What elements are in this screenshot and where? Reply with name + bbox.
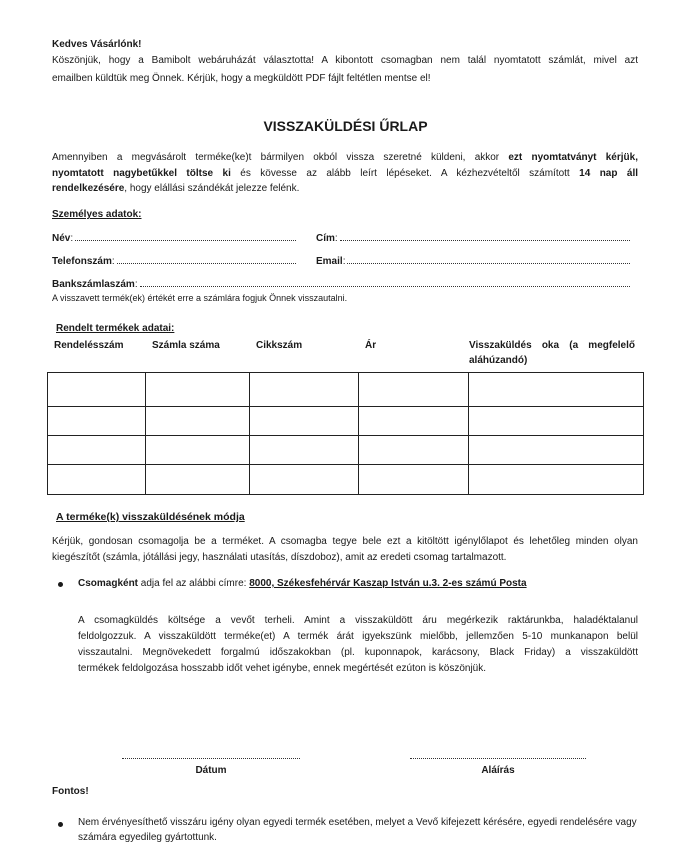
p1-bold-3: 14 nap áll <box>579 168 639 179</box>
info-line-1: A csomagküldés költsége a vevőt terheli. Amint a visszaküldött áru megérkezik raktárunkba, haladéktalanul <box>78 615 638 626</box>
p1-text-2: és kövesse az alább leírt lépéseket. A kézhezvételtől számított <box>240 168 570 179</box>
info-line-2: feldolgozzuk. A visszaküldött terméke(et) A termék árát igyekszünk mielőbb, jellemzően 5-10 munkanapon belül <box>78 631 638 642</box>
name-dotted-line <box>75 231 296 241</box>
table-cell[interactable] <box>48 373 146 407</box>
return-method-heading: A terméke(k) visszaküldésének módja <box>56 511 245 523</box>
signature-line[interactable] <box>410 757 586 759</box>
bullet-icon <box>58 822 63 827</box>
packing-line-2: kiegészítőt (számla, jótállási jegy, használati utasítás, díszdoboz), amit az eredeti csomag tartalmazott. <box>52 552 507 563</box>
date-line[interactable] <box>122 757 300 759</box>
p1-bold-4: rendelkezésére <box>52 183 125 194</box>
bank-account-dotted-line <box>140 277 630 287</box>
products-table <box>47 372 644 495</box>
intro-paragraph-line-3 <box>52 182 299 197</box>
table-cell[interactable] <box>249 436 359 465</box>
products-heading: Rendelt termékek adatai: <box>56 323 175 334</box>
email-dotted-line <box>347 254 630 264</box>
table-cell[interactable] <box>48 465 146 495</box>
p1-text-3: , hogy elállási szándékát jelezze felénk. <box>124 183 300 194</box>
email-label: Email <box>316 256 343 267</box>
intro-line-2: emailben küldtük meg Önnek. Kérjük, hogy a megküldött PDF fájlt feltétlen mentse el! <box>52 73 431 84</box>
col-invoice-number: Számla száma <box>152 340 220 351</box>
phone-field[interactable]: Telefonszám : <box>52 254 296 270</box>
table-row <box>48 465 644 495</box>
info-line-3: visszautalni. Megnövekedett forgalmú időszakokban (pl. kuponnapok, karácsony, Black Friday) a visszaküldött <box>78 647 638 658</box>
table-cell[interactable] <box>469 465 644 495</box>
table-cell[interactable] <box>145 436 249 465</box>
table-cell[interactable] <box>469 407 644 436</box>
signature-label: Aláírás <box>481 765 515 776</box>
table-cell[interactable] <box>249 465 359 495</box>
phone-dotted-line <box>117 254 296 264</box>
notice-heading: Fontos! <box>52 786 89 797</box>
notice-line-2: számára egyedileg gyártottunk. <box>78 832 217 843</box>
bank-account-note: A visszavett termék(ek) értékét erre a számlára fogjuk Önnek visszautalni. <box>52 293 348 303</box>
bullet-icon <box>58 582 63 587</box>
shipping-text: adja fel az alábbi címre: <box>140 578 247 589</box>
notice-line-1: Nem érvényesíthető visszáru igény olyan egyedi termék esetében, melyet a Vevő kifejezett kérésére, egyedi rendelésére vagy <box>78 817 637 828</box>
phone-label: Telefonszám <box>52 256 112 267</box>
table-cell[interactable] <box>359 465 469 495</box>
greeting: Kedves Vásárlónk! <box>52 39 142 50</box>
table-cell[interactable] <box>145 407 249 436</box>
bank-account-field[interactable]: Bankszámlaszám : <box>52 277 630 293</box>
p1-bold: ezt nyomtatványt kérjük, <box>508 152 638 163</box>
table-row <box>48 436 644 465</box>
address-dotted-line <box>340 231 630 241</box>
name-label: Név <box>52 233 71 244</box>
bank-account-label: Bankszámlaszám <box>52 279 135 290</box>
address-field[interactable]: Cím : <box>316 231 630 247</box>
table-cell[interactable] <box>469 436 644 465</box>
packing-line-1: Kérjük, gondosan csomagolja be a terméket. A csomagba tegye bele ezt a kitöltött igénylőlapot és lehetőleg minden olyan <box>52 536 638 547</box>
p1-text: Amennyiben a megvásárolt terméke(ke)t bármilyen okból vissza szeretné küldeni, akkor <box>52 152 500 163</box>
shipping-bold: Csomagként <box>78 578 139 589</box>
table-cell[interactable] <box>145 465 249 495</box>
table-cell[interactable] <box>469 373 644 407</box>
intro-line-1: Köszönjük, hogy a Bamibolt webáruházát választotta! A kibontott csomagban nem talál nyomtatott számlát, mivel azt <box>52 55 638 66</box>
intro-paragraph-line-1 <box>52 151 638 166</box>
date-label: Dátum <box>195 765 227 776</box>
table-cell[interactable] <box>359 436 469 465</box>
table-cell[interactable] <box>359 407 469 436</box>
table-cell[interactable] <box>359 373 469 407</box>
email-field[interactable]: Email : <box>316 254 630 270</box>
p1-bold-2: nyomtatott nagybetűkkel töltse ki <box>52 168 231 179</box>
info-line-4: termékek feldolgozása hosszabb időt vehet igénybe, ennek megértését ezúton is köszönjük. <box>78 663 487 674</box>
table-row <box>48 373 644 407</box>
form-title: VISSZAKÜLDÉSI ŰRLAP <box>263 118 428 134</box>
table-cell[interactable] <box>48 436 146 465</box>
table-cell[interactable] <box>249 407 359 436</box>
shipping-address-line <box>78 577 527 592</box>
shipping-address: 8000, Székesfehérvár Kaszap István u.3. 2-es számú Posta <box>249 578 527 589</box>
table-cell[interactable] <box>145 373 249 407</box>
col-order-number: Rendelésszám <box>54 340 124 351</box>
table-row <box>48 407 644 436</box>
table-cell[interactable] <box>249 373 359 407</box>
col-return-reason: Visszaküldés oka (a megfelelő <box>469 340 635 351</box>
col-price: Ár <box>365 340 377 351</box>
name-field[interactable]: Név : <box>52 231 296 247</box>
personal-data-heading: Személyes adatok: <box>52 209 142 220</box>
address-label: Cím <box>316 233 335 244</box>
col-return-reason-2: aláhúzandó) <box>469 355 528 366</box>
col-item-number: Cikkszám <box>256 340 303 351</box>
intro-paragraph-line-2 <box>52 167 638 182</box>
table-cell[interactable] <box>48 407 146 436</box>
